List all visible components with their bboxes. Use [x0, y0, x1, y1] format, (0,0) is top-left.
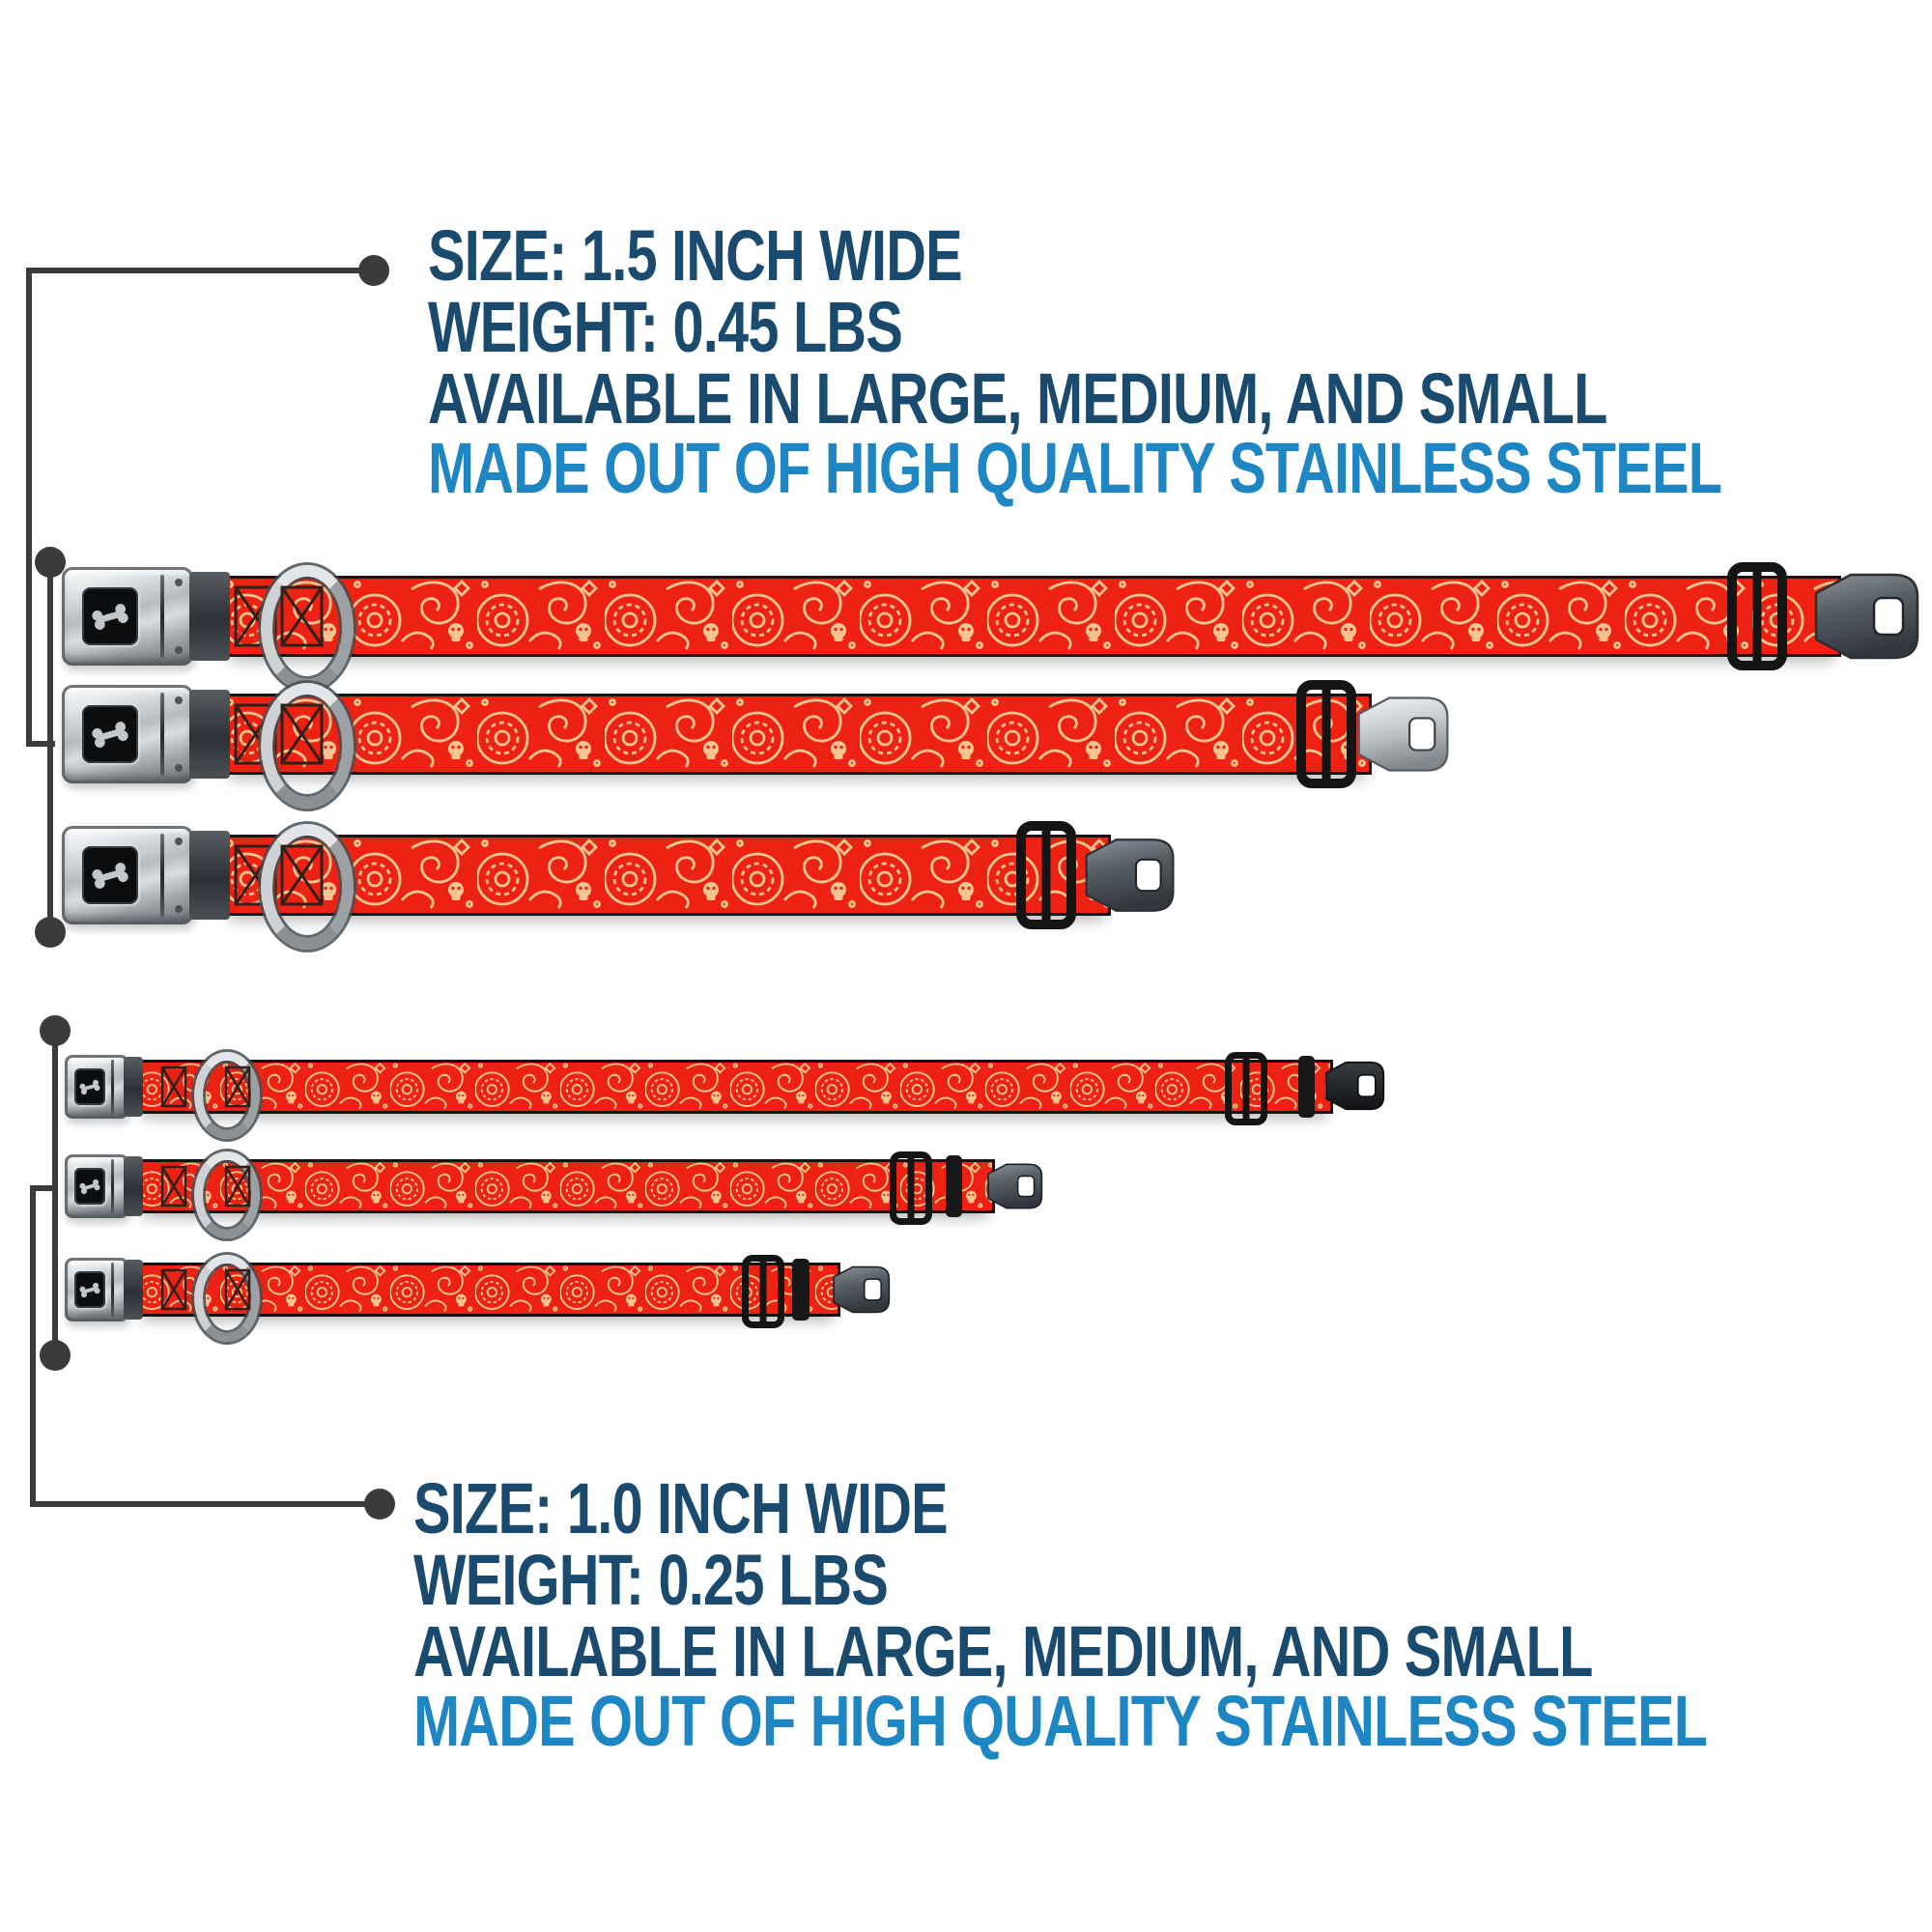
keeper-bar — [1298, 1056, 1315, 1118]
end-plate — [1357, 691, 1450, 778]
connector-dot — [35, 917, 66, 948]
buckle-seam — [111, 1060, 114, 1113]
buckle-seam — [160, 693, 164, 776]
screw — [175, 905, 183, 913]
buckle-face — [82, 587, 138, 645]
stitch-box — [280, 585, 324, 647]
buckle-face — [74, 1168, 105, 1205]
dog-bone-icon — [88, 721, 132, 749]
tri-glide-slider — [1727, 562, 1787, 670]
connector-line — [29, 268, 374, 273]
strap-wrap — [124, 1260, 143, 1320]
dog-bone-icon — [88, 862, 132, 890]
connector-dot — [40, 1015, 71, 1046]
buckle-face — [82, 705, 138, 763]
screw — [175, 579, 183, 586]
seatbelt-buckle — [62, 685, 193, 783]
spec-material: MADE OUT OF HIGH QUALITY STAINLESS STEEL — [428, 428, 1722, 508]
seatbelt-buckle — [62, 826, 193, 924]
end-plate — [1814, 572, 1920, 661]
tri-glide-slider — [890, 1151, 932, 1225]
strap-wrap — [189, 831, 230, 920]
screw — [175, 764, 183, 772]
dog-bone-icon — [88, 603, 132, 631]
seatbelt-buckle — [65, 1258, 128, 1321]
buckle-face — [82, 846, 138, 904]
keeper-bar — [792, 1259, 810, 1321]
stitch-box — [280, 703, 324, 765]
buckle-seam — [160, 575, 164, 658]
dog-bone-icon — [77, 1282, 102, 1298]
connector-dot — [40, 1340, 71, 1371]
screw — [175, 696, 183, 704]
stitch-box — [224, 1065, 251, 1108]
connector-dot — [35, 547, 66, 578]
spec-weight: WEIGHT: 0.25 LBS — [413, 1540, 889, 1620]
screw — [175, 646, 183, 654]
buckle-face — [74, 1271, 105, 1308]
seatbelt-buckle — [65, 1055, 128, 1119]
connector-line — [52, 1031, 58, 1357]
dog-bone-icon — [77, 1179, 102, 1195]
strap-wrap — [189, 572, 230, 661]
strap-wrap — [124, 1057, 143, 1117]
spec-availability: AVAILABLE IN LARGE, MEDIUM, AND SMALL — [413, 1611, 1593, 1691]
spec-weight: WEIGHT: 0.45 LBS — [428, 287, 903, 367]
buckle-seam — [160, 834, 164, 917]
strap-wrap — [189, 690, 230, 779]
spec-size: SIZE: 1.5 INCH WIDE — [428, 215, 962, 296]
collar-strap — [135, 1060, 1333, 1114]
connector-line — [30, 1185, 36, 1507]
spec-material: MADE OUT OF HIGH QUALITY STAINLESS STEEL — [413, 1681, 1708, 1761]
end-plate — [833, 1258, 891, 1321]
tri-glide-slider — [742, 1255, 784, 1328]
collar-strap — [222, 835, 1111, 916]
strap-wrap — [124, 1156, 143, 1216]
collar-strap — [135, 1159, 995, 1213]
stitch-box — [160, 1268, 187, 1311]
tri-glide-slider — [1225, 1052, 1267, 1125]
connector-dot — [358, 255, 389, 286]
collar-strap — [222, 694, 1372, 775]
tri-glide-slider — [1016, 821, 1076, 929]
keeper-bar — [946, 1155, 962, 1217]
end-plate — [987, 1154, 1043, 1218]
connector-line — [47, 562, 53, 934]
seatbelt-buckle — [62, 567, 193, 666]
buckle-seam — [111, 1159, 114, 1212]
seatbelt-buckle — [65, 1154, 128, 1218]
connector-line — [26, 268, 32, 747]
dog-bone-icon — [77, 1079, 102, 1095]
tri-glide-slider — [1296, 680, 1356, 788]
stitch-box — [160, 1065, 187, 1108]
stitch-box — [280, 844, 324, 906]
buckle-seam — [111, 1263, 114, 1316]
stitch-box — [224, 1165, 251, 1208]
end-plate — [1325, 1054, 1385, 1118]
stitch-box — [224, 1268, 251, 1311]
buckle-face — [74, 1068, 105, 1105]
end-plate — [1085, 832, 1176, 919]
spec-availability: AVAILABLE IN LARGE, MEDIUM, AND SMALL — [428, 358, 1607, 439]
spec-size: SIZE: 1.0 INCH WIDE — [413, 1468, 948, 1548]
screw — [175, 838, 183, 845]
stitch-box — [160, 1165, 187, 1208]
connector-line — [30, 1501, 380, 1507]
connector-dot — [364, 1489, 395, 1520]
collar-strap — [222, 576, 1841, 657]
